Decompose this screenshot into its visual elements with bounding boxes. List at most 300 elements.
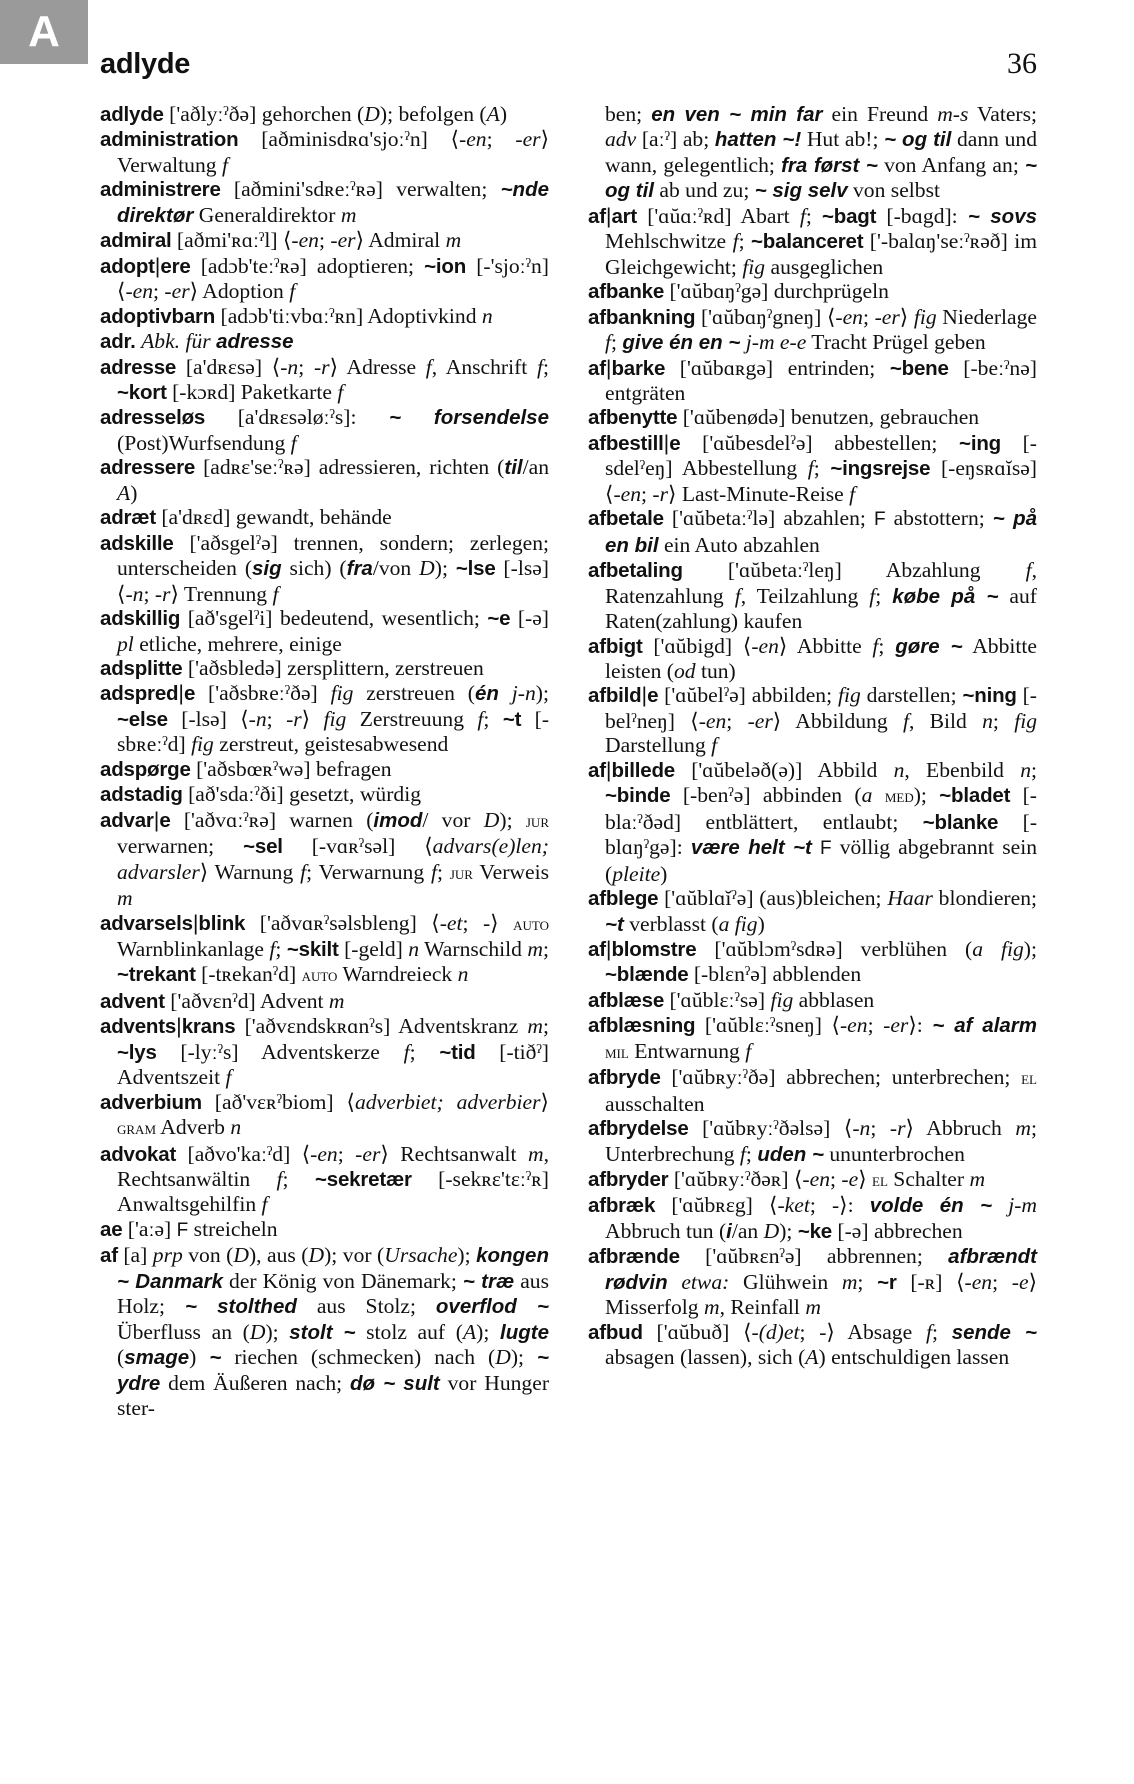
example-phrase: være helt ~t bbox=[690, 836, 812, 860]
entry-text: f bbox=[300, 859, 307, 884]
dictionary-entry bbox=[588, 305, 1037, 356]
headword: afblæse bbox=[588, 988, 665, 1012]
entry-text: Überfluss an ( bbox=[117, 1319, 250, 1344]
entry-text: ausgeglichen bbox=[765, 254, 884, 279]
entry-text: el bbox=[1021, 1068, 1037, 1090]
entry-text: , Bild bbox=[908, 708, 983, 733]
entry-text: ⟩ Abbruch bbox=[905, 1116, 1016, 1141]
headword: e bbox=[647, 684, 659, 708]
example-phrase: ~ på en bil bbox=[605, 507, 1037, 557]
headword: ae bbox=[100, 1217, 123, 1241]
entry-text: m bbox=[969, 1167, 986, 1192]
entry-text: Niederlage bbox=[936, 304, 1037, 329]
entry-text: [-vɑʀˀsəl] ⟨ bbox=[282, 834, 433, 859]
entry-text: f bbox=[1025, 558, 1032, 583]
entry-text: -n bbox=[852, 1116, 871, 1141]
entry-text: [aːˀ] ab; bbox=[636, 127, 715, 152]
entry-text: verwarnen; bbox=[117, 834, 244, 859]
entry-text: ausschalten bbox=[605, 1091, 705, 1116]
entry-text: ); bbox=[1023, 936, 1037, 961]
entry-text: f bbox=[734, 583, 741, 608]
entry-text: f bbox=[276, 1167, 283, 1192]
entry-text: F bbox=[176, 1219, 189, 1241]
entry-text: fig bbox=[837, 683, 861, 708]
dictionary-entry bbox=[100, 177, 549, 228]
dictionary-entry bbox=[100, 656, 549, 681]
entry-text: ['aːə] bbox=[122, 1216, 177, 1241]
headword: afblæsning bbox=[588, 1014, 696, 1038]
entry-text: jur bbox=[449, 862, 473, 884]
headword: afbigt bbox=[588, 634, 643, 658]
entry-text: [að'vɛʀˀbiom] ⟨ bbox=[201, 1089, 355, 1114]
entry-text: f bbox=[221, 152, 228, 177]
entry-text: f bbox=[225, 1065, 232, 1090]
entry-text: D bbox=[495, 1345, 511, 1370]
headword: adresse bbox=[100, 355, 177, 379]
headword: ~t bbox=[502, 707, 522, 731]
dictionary-entry bbox=[100, 681, 549, 756]
headword: ~skilt bbox=[286, 937, 339, 961]
example-phrase: give én en ~ bbox=[622, 331, 741, 355]
example-phrase: afbrændt rødvin bbox=[605, 1245, 1037, 1294]
entry-text: ) bbox=[757, 911, 765, 936]
entry-text: ); bbox=[535, 681, 549, 706]
entry-text: -r bbox=[313, 354, 330, 379]
example-phrase: ~ og til bbox=[605, 153, 1038, 203]
example-phrase: købe på ~ bbox=[892, 584, 999, 608]
entry-text: ; -⟩: bbox=[809, 1193, 870, 1218]
dictionary-entry bbox=[588, 937, 1037, 988]
entry-text: -e bbox=[1011, 1269, 1029, 1294]
dictionary-entry bbox=[588, 683, 1037, 757]
example-phrase: smage bbox=[124, 1346, 190, 1370]
entry-text: | bbox=[663, 429, 670, 455]
example-phrase: én bbox=[474, 682, 499, 706]
headword: advents bbox=[100, 1015, 177, 1039]
entry-text: ein Freund bbox=[822, 102, 938, 126]
entry-text bbox=[992, 1193, 1008, 1217]
entry-text: ⟩ Warnung bbox=[199, 859, 301, 884]
entry-text: Haar bbox=[887, 886, 933, 911]
entry-text: ); befolgen ( bbox=[379, 102, 487, 126]
entry-text: darstellen; bbox=[860, 683, 963, 708]
entry-text: Zerstreuung bbox=[346, 706, 478, 731]
dictionary-entry bbox=[588, 279, 1037, 304]
entry-text: ⟩ Rechtsanwalt bbox=[380, 1141, 528, 1166]
headword: e bbox=[669, 431, 681, 455]
headword: blomstre bbox=[611, 937, 697, 961]
entry-text: [-tiðˀ] Adventszeit bbox=[117, 1039, 549, 1090]
headword: barke bbox=[611, 356, 666, 380]
entry-text: -en bbox=[459, 127, 487, 152]
entry-text: völlig abgebrannt sein ( bbox=[605, 835, 1037, 886]
entry-text: f bbox=[477, 706, 484, 731]
entry-text: dann und wann, gelegentlich; bbox=[605, 127, 1037, 177]
entry-text: ; Unterbrechung bbox=[605, 1116, 1037, 1166]
headword: ~lys bbox=[117, 1040, 157, 1064]
example-phrase: ~ af alarm bbox=[932, 1014, 1037, 1038]
example-phrase: ~ forsendelse bbox=[389, 406, 549, 430]
entry-text: ['ɑŭblɔmˀsdʀə] verblühen ( bbox=[696, 936, 973, 961]
entry-text: Glühwein bbox=[729, 1269, 842, 1294]
headword: blink bbox=[198, 911, 246, 935]
entry-text: Darstellung bbox=[605, 733, 712, 758]
entry-text: [-geld] bbox=[338, 936, 409, 961]
entry-text: f bbox=[289, 279, 296, 304]
entry-text: Schalter bbox=[887, 1167, 970, 1192]
dictionary-entry bbox=[588, 431, 1037, 506]
entry-text: A bbox=[117, 480, 131, 505]
entry-text: ⟩ Abbildung bbox=[772, 708, 903, 733]
dictionary-entry bbox=[100, 911, 549, 989]
entry-text: gram bbox=[117, 1118, 157, 1140]
entry-text: Abbitte leisten ( bbox=[605, 633, 1037, 683]
headword: afbud bbox=[588, 1320, 643, 1344]
dictionary-entry bbox=[100, 531, 549, 606]
entry-text: riechen (schmecken) nach ( bbox=[221, 1345, 496, 1370]
entry-text: ; bbox=[409, 1039, 440, 1064]
entry-text: abblasen bbox=[793, 987, 875, 1012]
entry-text: ; bbox=[486, 127, 516, 152]
dictionary-entry bbox=[100, 1014, 549, 1089]
dictionary-entry bbox=[100, 405, 549, 455]
running-head: adlyde bbox=[100, 48, 191, 80]
entry-text: m bbox=[527, 936, 543, 961]
example-phrase: uden ~ bbox=[757, 1142, 824, 1166]
headword: af bbox=[588, 758, 606, 782]
entry-text: m bbox=[805, 1295, 821, 1320]
dictionary-entry bbox=[100, 102, 549, 127]
entry-text: [-tʀekanˀd] bbox=[195, 962, 302, 987]
entry-text: Tracht Prügel geben bbox=[806, 330, 986, 355]
dictionary-entry bbox=[100, 782, 549, 807]
headword: af bbox=[588, 937, 606, 961]
entry-text: f bbox=[272, 581, 279, 606]
entry-text: fig bbox=[742, 254, 766, 279]
headword: ~trekant bbox=[117, 963, 196, 987]
entry-text: advars(e)len; advarsler bbox=[117, 834, 549, 884]
headword: ~e bbox=[487, 607, 511, 631]
headword: advarsels bbox=[100, 911, 193, 935]
entry-text: -er bbox=[515, 127, 541, 152]
entry-text: -(d)et bbox=[751, 1319, 800, 1344]
entry-text: [-'sjoːˀn] ⟨ bbox=[117, 253, 550, 304]
entry-text: ['aðsbledə] zersplittern, zerstreuen bbox=[182, 655, 484, 680]
entry-text: von Anfang an; bbox=[877, 152, 1026, 177]
example-phrase: sende ~ bbox=[951, 1320, 1037, 1344]
entry-text: ['aðsbœʀˀwə] befragen bbox=[190, 756, 392, 781]
entry-text: ; bbox=[813, 456, 831, 481]
entry-text: ['aðsgelˀə] trennen, sondern; zerlegen; unterscheiden ( bbox=[117, 530, 549, 581]
entry-text: ; bbox=[266, 706, 287, 731]
example-phrase: fra først ~ bbox=[781, 153, 878, 177]
entry-text bbox=[668, 1270, 682, 1294]
entry-text: f bbox=[711, 733, 718, 758]
headword: adr. bbox=[100, 330, 136, 354]
dictionary-entry bbox=[588, 1193, 1037, 1244]
example-phrase: til bbox=[504, 456, 523, 480]
headword: adresseløs bbox=[100, 406, 206, 430]
entry-text: ; bbox=[282, 1167, 315, 1192]
entry-text: auto bbox=[513, 913, 549, 935]
entry-text: ['ɑŭbigd] ⟨ bbox=[642, 633, 752, 658]
dictionary-entry bbox=[100, 254, 549, 304]
entry-text: absagen (lassen), sich ( bbox=[605, 1345, 806, 1370]
headword: adoptivbarn bbox=[100, 304, 216, 328]
entry-text: ; bbox=[1031, 757, 1037, 782]
entry-text: -er bbox=[747, 708, 773, 733]
entry-text: ); bbox=[510, 1345, 538, 1370]
entry-text: [a] bbox=[117, 1243, 153, 1268]
entry-text: ); bbox=[457, 1243, 477, 1268]
entry-text: fig bbox=[323, 706, 347, 731]
entry-text: -n bbox=[248, 706, 267, 731]
entry-text: ; bbox=[745, 1141, 758, 1166]
entry-text: ⟩ Verwaltung bbox=[117, 127, 549, 177]
entry-text: n bbox=[481, 303, 493, 328]
entry-text: ab und zu; bbox=[653, 178, 755, 203]
example-phrase: dø ~ sult bbox=[350, 1371, 440, 1395]
entry-text: [a'dʀɛsəløːˀs]: bbox=[205, 405, 390, 430]
dictionary-entry bbox=[100, 127, 549, 177]
entry-text: D bbox=[483, 807, 500, 832]
entry-text: m bbox=[1015, 1116, 1031, 1141]
entry-text: etliche, mehrere, einige bbox=[133, 631, 342, 656]
dictionary-entry bbox=[100, 1142, 549, 1217]
letter-thumb-tab bbox=[0, 0, 88, 64]
entry-text: | bbox=[153, 806, 160, 832]
entry-text: [aðvo'kaːˀd] ⟨ bbox=[176, 1141, 311, 1166]
dictionary-entry bbox=[588, 405, 1037, 430]
entry-text: [-sbʀeːˀd] bbox=[117, 706, 550, 757]
entry-text: D bbox=[763, 1218, 780, 1243]
entry-text: aus Holz; bbox=[117, 1268, 550, 1319]
entry-text: , Teilzahlung bbox=[740, 583, 870, 608]
entry-text: ; bbox=[878, 633, 896, 658]
entry-text: -en bbox=[964, 1269, 993, 1294]
example-phrase: ~nde direktør bbox=[117, 178, 549, 227]
entry-text: D bbox=[419, 556, 435, 581]
dictionary-entry bbox=[588, 634, 1037, 684]
entry-text: / vor bbox=[422, 807, 484, 832]
entry-text: ) bbox=[130, 480, 138, 505]
entry-text: -en bbox=[310, 1141, 338, 1166]
entry-text: Vaters; bbox=[968, 102, 1038, 126]
entry-text: ⟩ bbox=[540, 1089, 549, 1114]
entry-text: med bbox=[884, 786, 914, 808]
example-phrase: gøre ~ bbox=[895, 634, 963, 658]
entry-text: Warndreieck bbox=[337, 962, 458, 987]
entry-text: ; bbox=[641, 481, 653, 506]
dictionary-entry bbox=[588, 1320, 1037, 1370]
entry-text: [adʀɛ'seːˀʀə] adressieren, richten ( bbox=[195, 455, 505, 480]
entry-text: m bbox=[340, 202, 357, 227]
entry-text: mil bbox=[605, 1041, 629, 1063]
entry-text: blondieren; bbox=[932, 886, 1037, 911]
entry-text: [aðminisdʀɑ'sjoːˀn] ⟨ bbox=[238, 127, 460, 152]
entry-text: -en bbox=[802, 1167, 830, 1192]
entry-text: f bbox=[732, 229, 739, 254]
headword: ~bladet bbox=[939, 784, 1011, 808]
headword: afbrydelse bbox=[588, 1117, 689, 1141]
headword: krans bbox=[181, 1015, 236, 1039]
entry-text: ; bbox=[805, 203, 823, 228]
entry-text: ) bbox=[499, 102, 508, 126]
entry-text: ['ɑŭbetaːˀleŋ] Abzahlung bbox=[682, 558, 1026, 583]
headword: advent bbox=[100, 989, 165, 1013]
dictionary-entry bbox=[100, 228, 549, 253]
dictionary-entry bbox=[588, 204, 1037, 279]
entry-text: -ket bbox=[777, 1193, 810, 1218]
entry-continuation bbox=[588, 102, 1037, 204]
headword: administration bbox=[100, 128, 239, 152]
entry-text: pl bbox=[117, 631, 134, 656]
entry-text: streicheln bbox=[188, 1216, 278, 1241]
headword: afbankning bbox=[588, 305, 696, 329]
example-phrase: ~ bbox=[209, 1346, 222, 1370]
entry-text: D bbox=[308, 1243, 325, 1268]
entry-text: Warnblinkanlage bbox=[117, 936, 270, 961]
entry-text: ⟩ Last-Minute-Reise bbox=[668, 481, 850, 506]
entry-text: | bbox=[641, 682, 648, 708]
entry-text: [að'sgelˀi] bedeutend, wesentlich; bbox=[180, 606, 488, 631]
entry-text: Ursache bbox=[384, 1243, 458, 1268]
entry-text: ['ɑŭbɑŋˀgneŋ] ⟨ bbox=[695, 304, 836, 329]
entry-text: n bbox=[982, 708, 993, 733]
entry-text: ; bbox=[436, 859, 450, 884]
entry-text: f bbox=[425, 354, 432, 379]
entry-text: ; bbox=[992, 1269, 1012, 1294]
entry-text: ['aðlyːˀðə] gehorchen ( bbox=[163, 102, 365, 126]
entry-text: pleite bbox=[612, 861, 661, 886]
headword: adsplitte bbox=[100, 656, 183, 680]
entry-text: [-benˀə] abbinden ( bbox=[670, 783, 862, 808]
entry-text: | bbox=[178, 680, 184, 706]
entry-text: ['-balɑŋ'seːˀʀəð] im Gleichgewicht; bbox=[605, 229, 1038, 279]
entry-text: ); bbox=[913, 783, 940, 808]
headword: ~bagt bbox=[822, 204, 877, 228]
headword: af bbox=[588, 204, 606, 228]
entry-text: ; -⟩ Absage bbox=[799, 1319, 926, 1344]
entry-text: jur bbox=[525, 810, 549, 832]
entry-text: ) entschuldigen lassen bbox=[818, 1345, 1010, 1370]
entry-text: m bbox=[445, 228, 462, 253]
example-phrase: ~ sig selv bbox=[754, 179, 848, 203]
entry-text: -en bbox=[835, 304, 863, 329]
entry-text: f bbox=[869, 583, 876, 608]
entry-text: auto bbox=[301, 965, 338, 987]
entry-text: | bbox=[605, 202, 612, 228]
entry-text: fig bbox=[770, 987, 794, 1012]
headword: ~blanke bbox=[922, 810, 999, 834]
dictionary-entry bbox=[588, 558, 1037, 633]
entry-text: prp bbox=[152, 1243, 183, 1268]
entry-text: od bbox=[673, 658, 696, 683]
entry-text: [-bɑgd]: bbox=[876, 203, 968, 228]
entry-text: [adɔb'teːˀʀə] adoptieren; bbox=[190, 253, 425, 278]
entry-text: ['ɑŭbesdelˀə] abbestellen; bbox=[680, 430, 960, 455]
headword: afbryde bbox=[588, 1066, 661, 1090]
entry-text: zerstreut, geistesabwesend bbox=[213, 732, 449, 757]
dictionary-entry bbox=[588, 1013, 1037, 1065]
entry-text: f bbox=[925, 1319, 932, 1344]
entry-text: vor Hunger ster- bbox=[117, 1370, 550, 1421]
headword: adskillig bbox=[100, 607, 181, 631]
entry-text: f bbox=[430, 859, 437, 884]
entry-text: Entwarnung bbox=[628, 1038, 746, 1063]
entry-text: el bbox=[872, 1170, 888, 1192]
entry-text: f bbox=[799, 203, 806, 228]
headword: advar bbox=[100, 808, 154, 832]
entry-text: ; bbox=[931, 1319, 952, 1344]
entry-text: a fig bbox=[718, 911, 758, 936]
entry-text: m-s bbox=[937, 102, 969, 126]
dictionary-entry bbox=[100, 1217, 549, 1243]
entry-text: ['ɑŭbetaːˀlə] abzahlen; bbox=[663, 506, 874, 531]
entry-text: zerstreuen ( bbox=[353, 681, 475, 706]
entry-text: f bbox=[537, 354, 543, 379]
headword: adspørge bbox=[100, 757, 191, 781]
entry-text: [-ə] bbox=[510, 606, 549, 631]
headword: adlyde bbox=[100, 103, 164, 126]
entry-text: f bbox=[745, 1038, 752, 1063]
entry-text: ; bbox=[875, 583, 893, 608]
entry-text: [-kɔʀd] Paketkarte bbox=[166, 379, 338, 404]
entry-text bbox=[812, 835, 820, 859]
entry-text: f bbox=[337, 379, 344, 404]
entry-text: ['aðvɑʀˀsəlsbleng] ⟨ bbox=[245, 910, 440, 935]
entry-text: von ( bbox=[182, 1243, 234, 1268]
dictionary-entry bbox=[588, 758, 1037, 886]
example-phrase: i bbox=[726, 1219, 732, 1243]
entry-text: ; bbox=[483, 706, 503, 731]
entry-text: f bbox=[849, 481, 856, 506]
headword: afbrænde bbox=[588, 1245, 680, 1269]
entry-text: [-blɑŋˀgə]: bbox=[605, 809, 1038, 860]
example-phrase: ~ sovs bbox=[967, 204, 1037, 228]
entry-text: A bbox=[486, 102, 500, 126]
entry-text: [-sekʀɛ'tɛːˀʀ] Anwaltsgehilfin bbox=[117, 1167, 549, 1217]
headword: ~tid bbox=[439, 1040, 476, 1064]
entry-text: abstottern; bbox=[885, 506, 993, 531]
example-phrase: adresse bbox=[216, 330, 294, 354]
dictionary-entry bbox=[100, 329, 549, 354]
headword: ~ke bbox=[797, 1219, 833, 1243]
entry-text: ['ɑŭbuð] ⟨ bbox=[642, 1319, 752, 1344]
entry-text: ); bbox=[434, 556, 456, 581]
entry-text: [-lsə] ⟨ bbox=[167, 706, 249, 731]
entry-text: a fig bbox=[972, 936, 1024, 961]
example-phrase: volde én ~ bbox=[869, 1194, 993, 1218]
entry-text: fig bbox=[913, 304, 937, 329]
entry-text: F bbox=[819, 838, 832, 860]
entry-text: m bbox=[328, 988, 345, 1013]
headword: billede bbox=[611, 758, 675, 782]
entry-text: [aðmini'sdʀeːˀʀə] verwalten; bbox=[220, 177, 501, 202]
example-phrase: sig bbox=[252, 557, 282, 581]
entry-text: ), aus ( bbox=[248, 1243, 309, 1268]
entry-text: f bbox=[605, 330, 611, 355]
entry-text: [-ʀ] ⟨ bbox=[896, 1269, 965, 1294]
headword: ~sel bbox=[243, 835, 283, 859]
example-phrase: ~ ydre bbox=[117, 1346, 549, 1395]
entry-text: ['ɑŭblɛːˀsə] bbox=[664, 987, 771, 1012]
dictionary-entry bbox=[100, 304, 549, 329]
entry-text: [-belˀneŋ] ⟨ bbox=[605, 683, 1038, 733]
dictionary-entry bbox=[100, 757, 549, 782]
entry-text: Warnschild bbox=[419, 936, 528, 961]
entry-text: etwa: bbox=[681, 1269, 730, 1294]
